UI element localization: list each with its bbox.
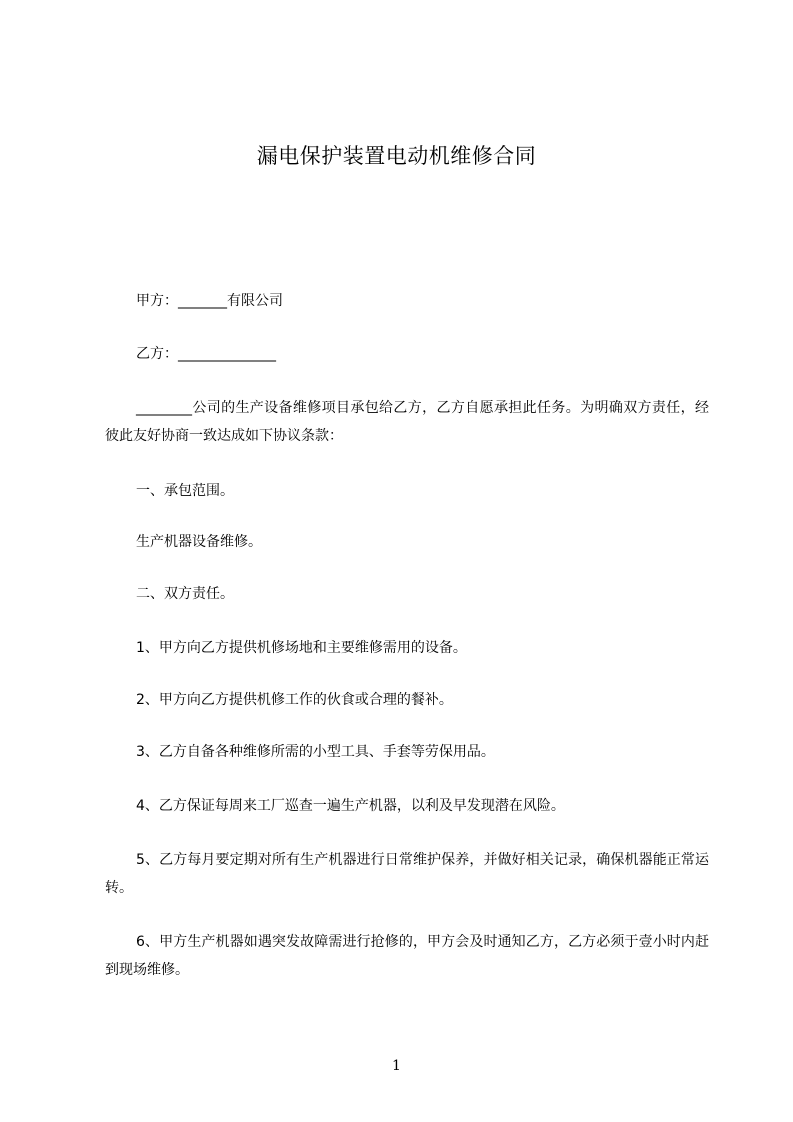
list-item: 1、甲方向乙方提供机修场地和主要维修需用的设备。 bbox=[136, 640, 467, 656]
page-number: 1 bbox=[392, 1058, 401, 1074]
intro-paragraph: ________公司的生产设备维修项目承包给乙方，乙方自愿承担此任务。为明确双方责任，经彼此友好协商一致达成如下协议条款： bbox=[105, 400, 709, 444]
list-item: 3、乙方自备各种维修所需的小型工具、手套等劳保用品。 bbox=[136, 744, 495, 760]
section-heading-scope: 一、承包范围。 bbox=[136, 483, 234, 499]
party-a-line: 甲方：_______有限公司 bbox=[136, 293, 283, 309]
list-item: 4、乙方保证每周来工厂巡查一遍生产机器，以利及早发现潜在风险。 bbox=[136, 798, 565, 814]
list-item: 6、甲方生产机器如遇突发故障需进行抢修的，甲方会及时通知乙方，乙方必须于壹小时内赶到现场维修。 bbox=[105, 934, 709, 978]
section-heading-responsibilities: 二、双方责任。 bbox=[136, 586, 234, 602]
list-item: 5、乙方每月要定期对所有生产机器进行日常维护保养，并做好相关记录，确保机器能正常运转。 bbox=[105, 852, 709, 896]
list-item: 2、甲方向乙方提供机修工作的伙食或合理的餐补。 bbox=[136, 692, 453, 708]
section-body-scope: 生产机器设备维修。 bbox=[136, 534, 262, 550]
document-title: 漏电保护装置电动机维修合同 bbox=[256, 144, 537, 168]
party-b-line: 乙方：______________ bbox=[136, 346, 276, 362]
